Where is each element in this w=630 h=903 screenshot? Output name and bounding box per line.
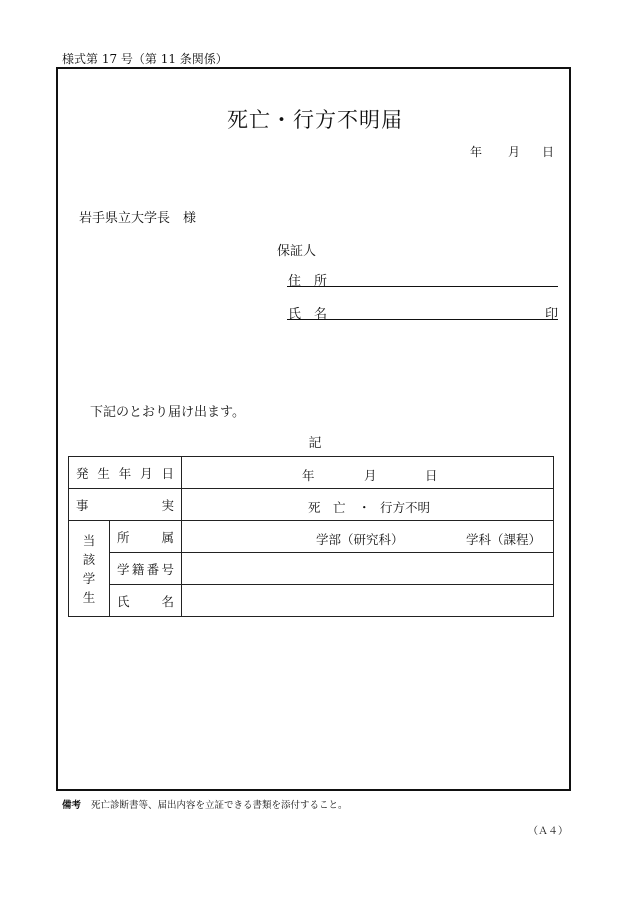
table-row-student-name [69, 585, 554, 617]
label-char: 該 [82, 551, 96, 567]
guarantor-name-field[interactable] [287, 301, 558, 320]
form-frame [56, 67, 571, 791]
faculty-suffix: 学部（研究科） [316, 532, 404, 547]
label-char: 発 [76, 465, 89, 481]
name-label-2: 名 [314, 307, 328, 322]
table-row-occurrence-date [69, 457, 554, 489]
student-label [69, 521, 110, 617]
department-suffix: 学科（課程） [465, 532, 541, 547]
address-label-1: 住 [288, 274, 302, 289]
occurrence-day-label: 日 [425, 468, 438, 483]
address-label-2: 所 [314, 274, 328, 289]
label-char: 籍 [131, 561, 145, 577]
date-year-label: 年 [470, 145, 483, 159]
label-char: 属 [161, 529, 174, 545]
affiliation-value[interactable] [182, 521, 554, 553]
addressee: 岩手県立大学長 様 [79, 211, 197, 226]
form-title: 死亡・行方不明届 [227, 108, 403, 132]
table-row-affiliation [69, 521, 554, 553]
date-day-label: 日 [542, 145, 555, 159]
guarantor-address-field[interactable] [287, 268, 558, 287]
remarks-note [62, 797, 348, 811]
label-char: 番 [146, 561, 160, 577]
option-separator: ・ [358, 500, 371, 515]
label-char: 生 [82, 589, 96, 605]
guarantor-label: 保証人 [277, 244, 317, 259]
affiliation-label [110, 521, 182, 553]
remarks-text: 死亡診断書等、届出内容を立証できる書類を添付すること。 [91, 800, 348, 811]
table-row-student-number [69, 553, 554, 585]
label-char: 名 [161, 593, 174, 609]
date-month-label: 月 [508, 145, 521, 159]
label-char: 月 [140, 465, 153, 481]
student-name-label [110, 585, 182, 617]
label-char: 号 [161, 561, 174, 577]
paper-size: （Ａ４） [528, 826, 568, 837]
body-text: 下記のとおり届け出ます。 [90, 405, 245, 420]
seal-mark: 印 [544, 307, 558, 322]
label-char: 生 [97, 465, 110, 481]
label-char: 氏 [117, 593, 130, 609]
occurrence-month-label: 月 [364, 468, 377, 483]
label-char: 学 [117, 561, 130, 577]
form-number: 様式第 17 号（第 11 条関係） [62, 52, 228, 66]
label-char: 実 [161, 497, 174, 513]
record-heading: 記 [308, 436, 322, 451]
occurrence-year-label: 年 [302, 468, 315, 483]
label-char: 当 [82, 532, 96, 548]
option-missing: 行方不明 [380, 500, 431, 515]
occurrence-date-value[interactable] [182, 457, 554, 489]
label-char: 事 [76, 497, 89, 513]
student-number-label [110, 553, 182, 585]
label-char: 学 [82, 570, 96, 586]
label-char: 日 [161, 465, 174, 481]
option-death-2: 亡 [333, 500, 346, 515]
student-info-table [68, 456, 554, 617]
label-char: 年 [118, 465, 132, 481]
occurrence-date-label [69, 457, 182, 489]
option-death-1: 死 [308, 500, 321, 515]
remarks-label: 備考 [62, 800, 82, 811]
fact-label [69, 489, 182, 521]
fact-options[interactable] [182, 489, 554, 521]
table-row-fact [69, 489, 554, 521]
label-char: 所 [117, 529, 130, 545]
name-label-1: 氏 [288, 307, 302, 322]
student-number-value[interactable] [182, 553, 554, 585]
student-name-value[interactable] [182, 585, 554, 617]
